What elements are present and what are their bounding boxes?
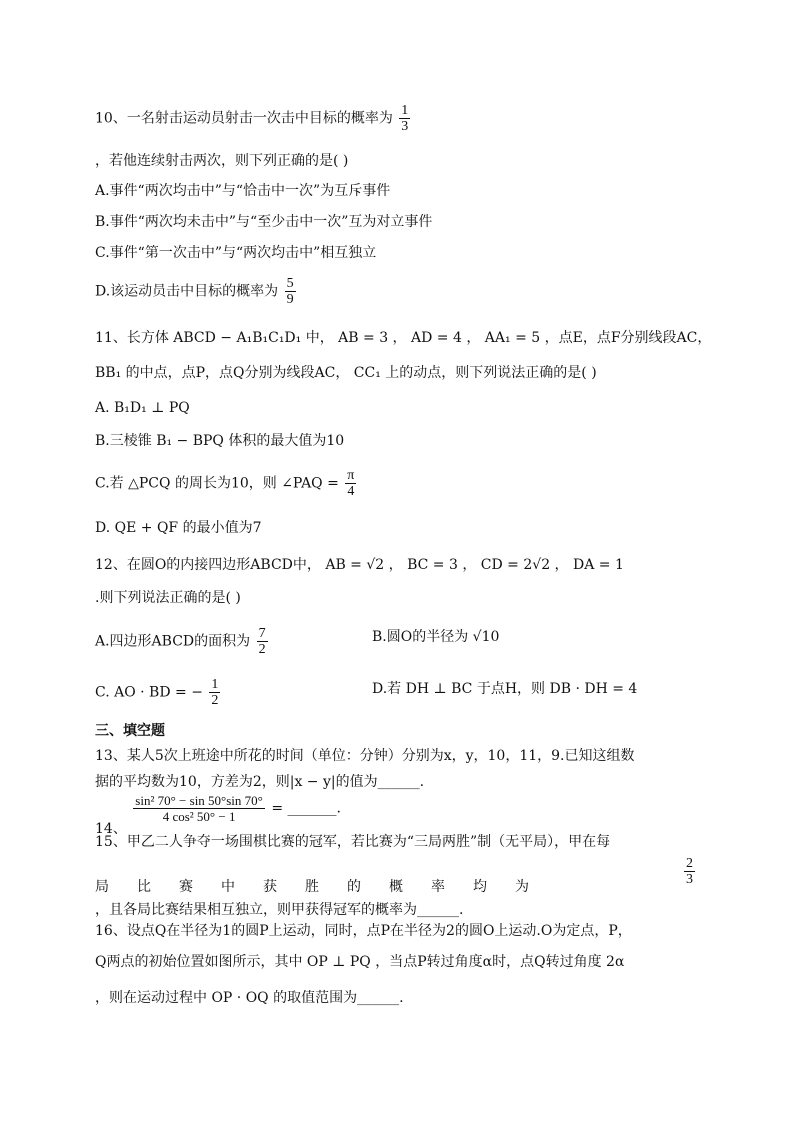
q12-line1: 12、在圆O的内接四边形ABCD中， AB = √2 ， BC = 3 ， CD = 2√2 ， DA = 1 <box>95 557 624 573</box>
q12-line2: .则下列说法正确的是( ) <box>95 590 241 606</box>
q15-line3: ，且各局比赛结果相互独立，则甲获得冠军的概率为______. <box>95 902 464 918</box>
q13-line2: 据的平均数为10，方差为2，则|x − y|的值为______. <box>95 774 425 790</box>
q11-option-b: B.三棱锥 B₁ − BPQ 体积的最大值为10 <box>95 433 345 449</box>
q11-line1: 11、长方体 ABCD − A₁B₁C₁D₁ 中， AB = 3 ， AD = 4 ， AA₁ = 5 ，点E，点F分别线段AC， <box>95 330 712 346</box>
q15-line1: 15、甲乙二人争夺一场围棋比赛的冠军，若比赛为“三局两胜”制（无平局），甲在每 <box>95 834 611 850</box>
q10-option-b: B.事件“两次均未击中”与“至少击中一次”互为对立事件 <box>95 214 433 230</box>
q16-line2: Q两点的初始位置如图所示，其中 OP ⊥ PQ ，当点P转过角度α时，点Q转过角度 2α <box>95 954 625 970</box>
q10-d-fraction: $\frac{5}{9}$ <box>286 276 294 307</box>
q11-option-a: A. B₁D₁ ⊥ PQ <box>95 400 190 416</box>
q16-line3: ，则在运动过程中 OP · OQ 的取值范围为______. <box>95 990 404 1006</box>
q12-option-c: C. AO · BD = − $\frac{1}{2}$ <box>95 677 219 708</box>
q11-c-fraction: $\frac{\pi}{4}$ <box>347 468 355 499</box>
q11-line2: BB₁ 的中点，点P，点Q分别为线段AC， CC₁ 上的动点，则下列说法正确的是( ) <box>95 365 597 381</box>
q11-option-d: D. QE + QF 的最小值为7 <box>95 520 262 536</box>
q12-c-fraction: $\frac{1}{2}$ <box>211 677 219 708</box>
q10-stem: 10、一名射击运动员射击一次击中目标的概率为 $\frac{1}{3}$ <box>95 103 409 134</box>
q10-option-a: A.事件“两次均击中”与“恰击中一次”为互斥事件 <box>95 183 391 199</box>
q16-line1: 16、设点Q在半径为1的圆P上运动，同时，点P在半径为2的圆O上运动.O为定点，P， <box>95 923 632 939</box>
q14-expression: 14、 $\frac{\text{sin² 70° − sin 50°sin 70°}}{\text{4 cos² 50° − 1}}$ = _______. <box>95 793 341 837</box>
q14-fraction: $\frac{\text{sin² 70° − sin 50°sin 70°}}{\text{4 cos² 50° − 1}}$ <box>135 793 263 824</box>
q12-option-d: D.若 DH ⊥ BC 于点H，则 DB · DH = 4 <box>372 681 638 697</box>
q10-fraction: $\frac{1}{3}$ <box>401 103 409 134</box>
q11-option-c: C.若 △PCQ 的周长为10，则 ∠PAQ = $\frac{\pi}{4}$ <box>95 468 355 499</box>
q10-option-c: C.事件“第一次击中”与“两次均击中”相互独立 <box>95 245 377 261</box>
q10-option-d: D.该运动员击中目标的概率为 $\frac{5}{9}$ <box>95 276 294 307</box>
q12-option-a: A.四边形ABCD的面积为 $\frac{7}{2}$ <box>95 626 266 657</box>
q13-line1: 13、某人5次上班途中所花的时间（单位：分钟）分别为x，y，10，11，9.已知这组数 <box>95 748 635 764</box>
q10-stem-cont: ，若他连续射击两次，则下列正确的是( ) <box>95 153 349 169</box>
q15-fraction: $\frac{2}{3}$ <box>686 856 693 887</box>
section-heading: 三、填空题 <box>95 723 165 739</box>
q12-option-b: B.圆O的半径为 √10 <box>372 629 500 645</box>
q15-line2: 局 比 赛 中 获 胜 的 概 率 均 为 <box>95 879 529 895</box>
q12-a-fraction: $\frac{7}{2}$ <box>258 626 266 657</box>
